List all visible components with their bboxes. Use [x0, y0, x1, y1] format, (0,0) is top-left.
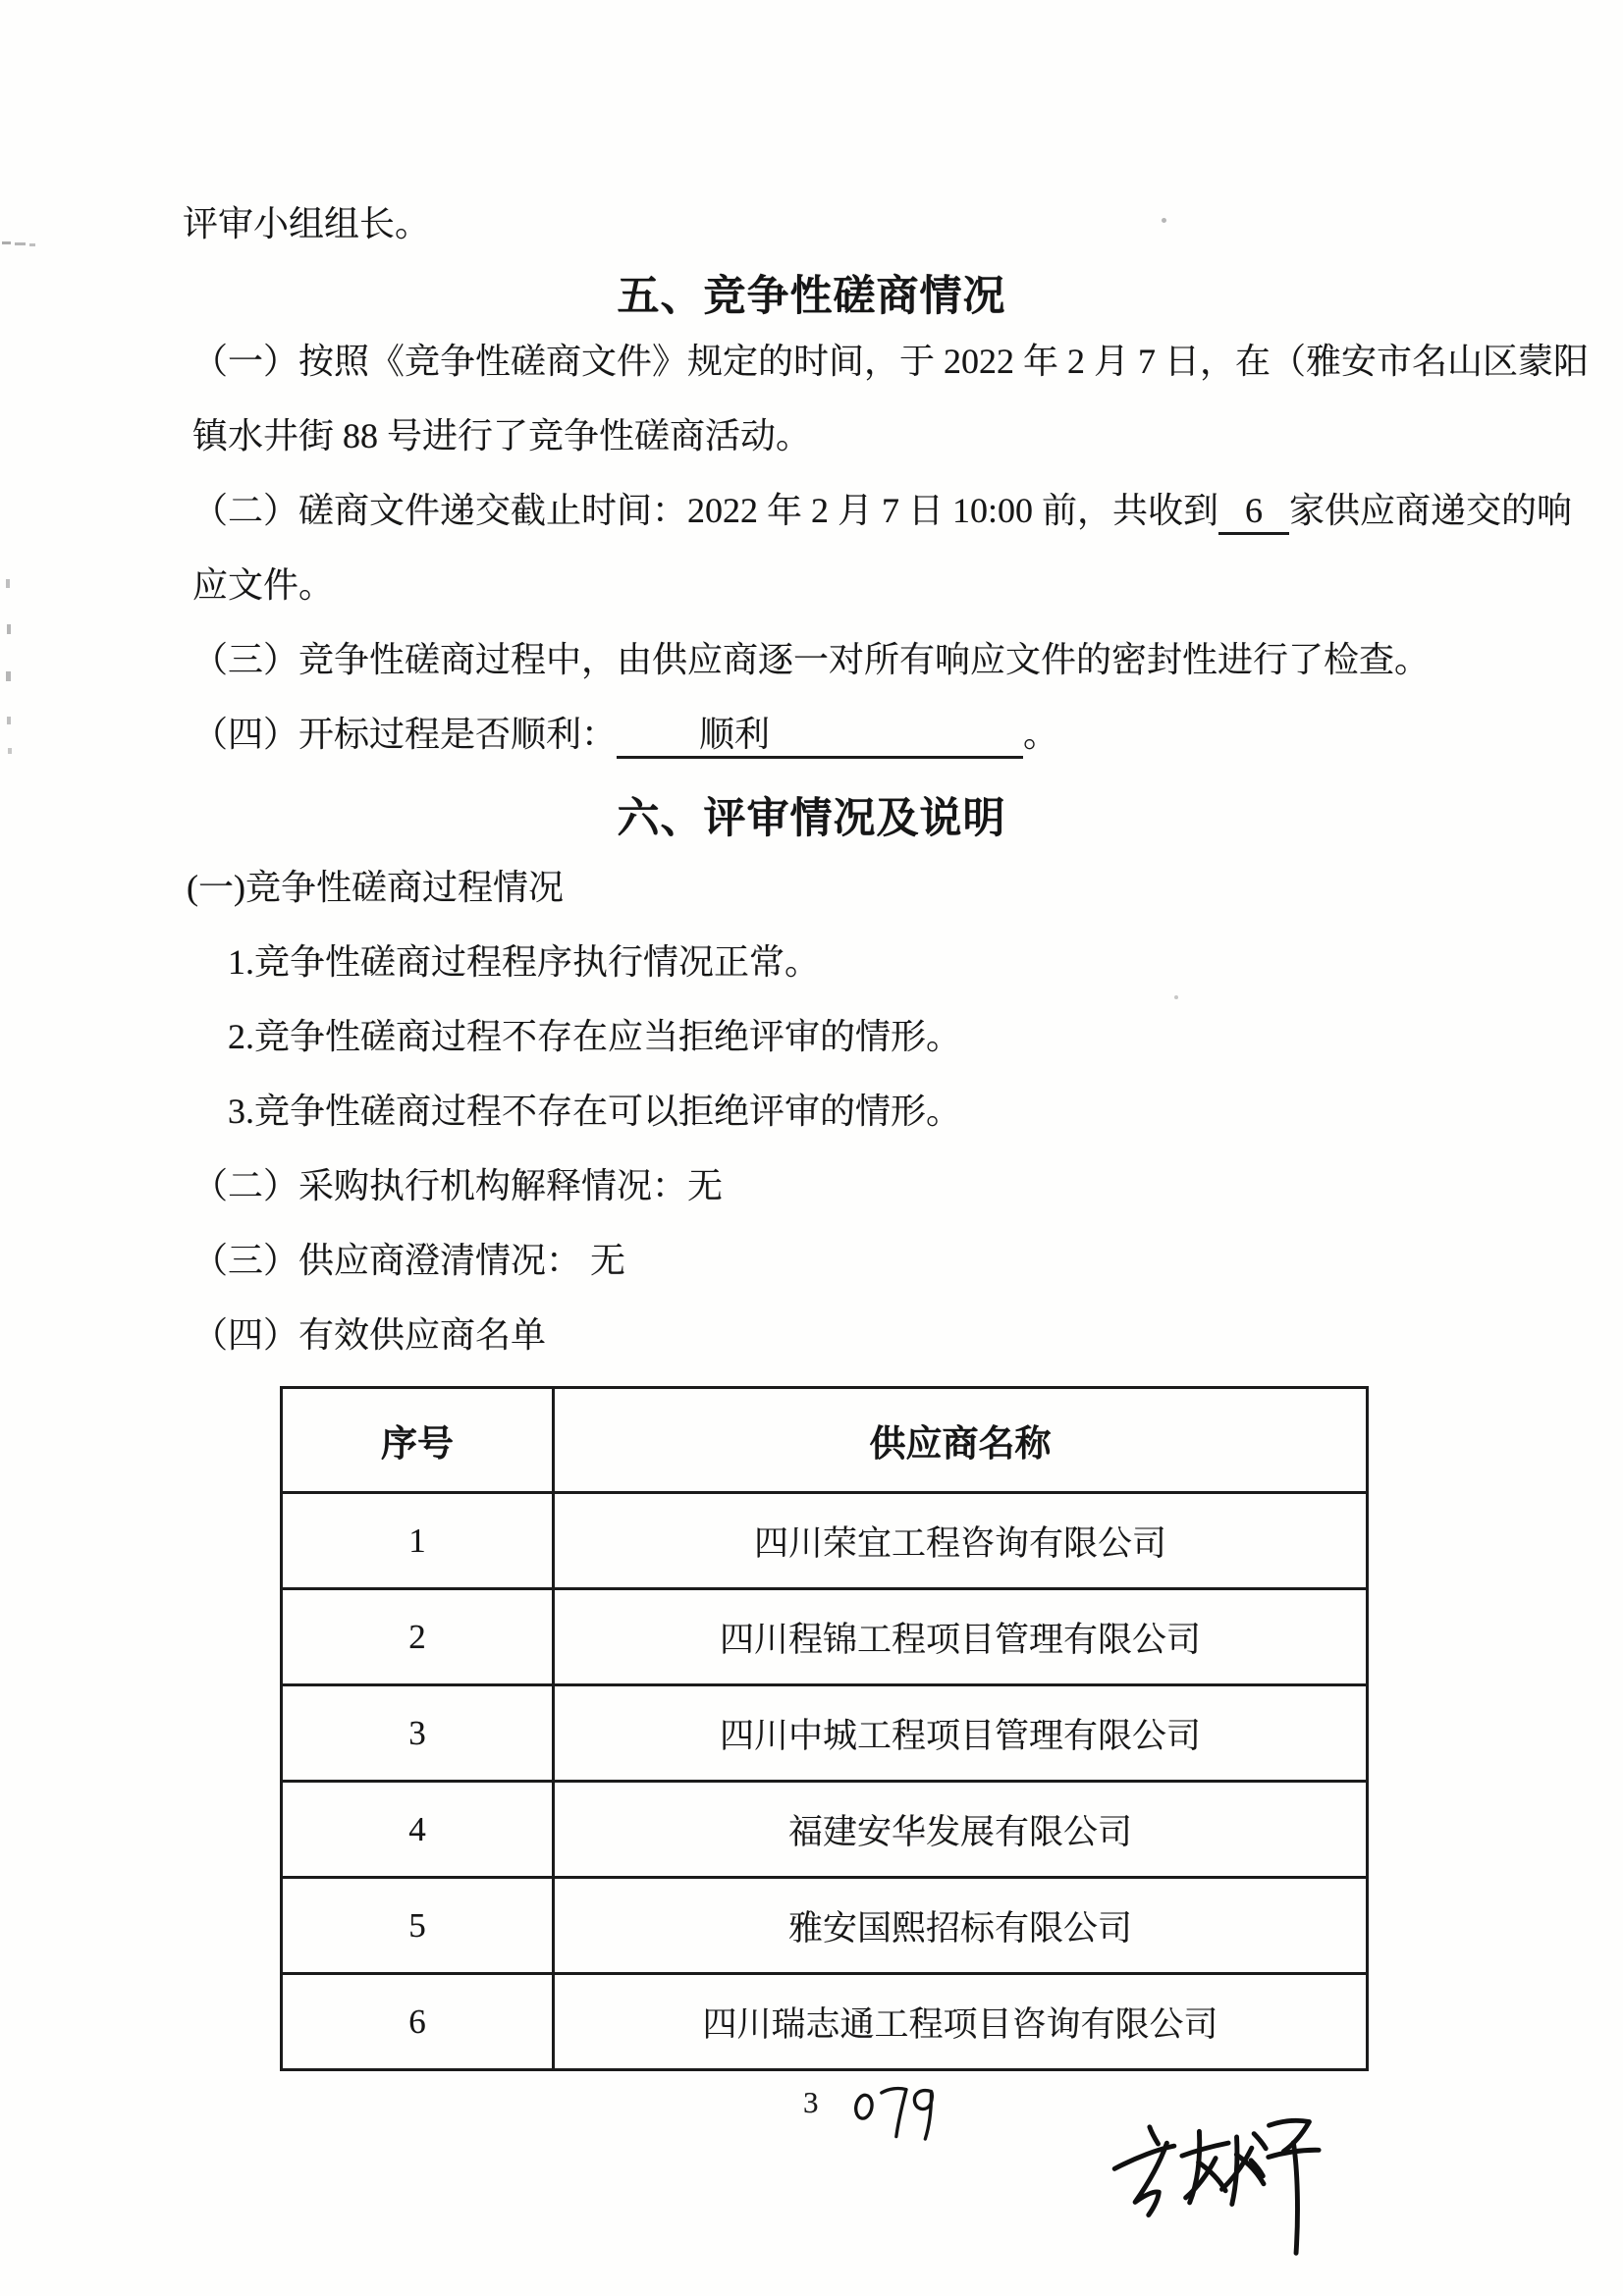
paragraph-four-prefix: （四）开标过程是否顺利： — [192, 715, 618, 754]
column-header-index: 序号 — [282, 1388, 554, 1493]
paragraph-two-line2: 应文件。 — [192, 565, 335, 605]
subsection-three: （三）供应商澄清情况： 无 — [192, 1241, 626, 1280]
row-index: 2 — [282, 1589, 554, 1685]
signature-handwriting — [1095, 2103, 1336, 2291]
table-row — [282, 1782, 1368, 1878]
blank-padding — [617, 744, 699, 746]
row-index: 4 — [282, 1782, 554, 1878]
numbered-item-1: 1.竞争性磋商过程程序执行情况正常。 — [228, 942, 821, 982]
paragraph-three: （三）竞争性磋商过程中，由供应商逐一对所有响应文件的密封性进行了检查。 — [192, 640, 1431, 679]
row-index: 5 — [282, 1878, 554, 1974]
section-five-heading: 五、竞争性磋商情况 — [617, 273, 1006, 320]
numbered-item-3: 3.竞争性磋商过程不存在可以拒绝评审的情形。 — [228, 1092, 962, 1131]
paragraph-two-prefix: （二）磋商文件递交截止时间：2022 年 2 月 7 日 10:00 前，共收到 — [192, 491, 1219, 530]
supplier-name: 四川荣宜工程咨询有限公司 — [554, 1493, 1368, 1589]
row-index: 1 — [282, 1493, 554, 1589]
table-row — [282, 1589, 1368, 1685]
table-row — [282, 1878, 1368, 1974]
supplier-count-blank: 6 — [1218, 491, 1289, 535]
page-number: 3 — [803, 2085, 819, 2119]
supplier-name: 福建安华发展有限公司 — [554, 1782, 1368, 1878]
subsection-four: （四）有效供应商名单 — [192, 1315, 547, 1355]
intro-text: 评审小组组长。 — [183, 204, 431, 243]
table-row — [282, 1685, 1368, 1782]
paragraph-two-suffix: 家供应商递交的响 — [1289, 491, 1573, 530]
paragraph-four — [192, 697, 1623, 772]
bid-opening-result-value: 顺利 — [699, 715, 771, 754]
table-row — [282, 1493, 1368, 1589]
blank-padding — [770, 744, 1023, 746]
row-index: 6 — [282, 1974, 554, 2070]
column-header-supplier-name: 供应商名称 — [554, 1388, 1368, 1493]
handwritten-number — [842, 2058, 946, 2158]
paragraph-two-line1 — [192, 473, 1623, 548]
section-six-heading: 六、评审情况及说明 — [617, 795, 1006, 842]
paragraph-one-line1: （一）按照《竞争性磋商文件》规定的时间，于 2022 年 2 月 7 日，在（雅安市名山区蒙阳 — [192, 342, 1590, 381]
supplier-name: 四川中城工程项目管理有限公司 — [554, 1685, 1368, 1782]
table-header-row — [282, 1388, 1368, 1493]
row-index: 3 — [282, 1685, 554, 1782]
supplier-name: 雅安国熙招标有限公司 — [554, 1878, 1368, 1974]
paragraph-one-line2: 镇水井街 88 号进行了竞争性磋商活动。 — [192, 416, 812, 455]
supplier-table — [280, 1386, 1369, 2071]
paragraph-four-suffix: 。 — [1023, 715, 1059, 754]
table-row — [282, 1974, 1368, 2070]
bid-opening-result-blank — [617, 715, 1023, 759]
supplier-name: 四川程锦工程项目管理有限公司 — [554, 1589, 1368, 1685]
supplier-name: 四川瑞志通工程项目咨询有限公司 — [554, 1974, 1368, 2070]
numbered-item-2: 2.竞争性磋商过程不存在应当拒绝评审的情形。 — [228, 1017, 962, 1056]
subsection-two: （二）采购执行机构解释情况：无 — [192, 1166, 724, 1205]
subsection-one-title: (一)竞争性磋商过程情况 — [187, 868, 564, 907]
